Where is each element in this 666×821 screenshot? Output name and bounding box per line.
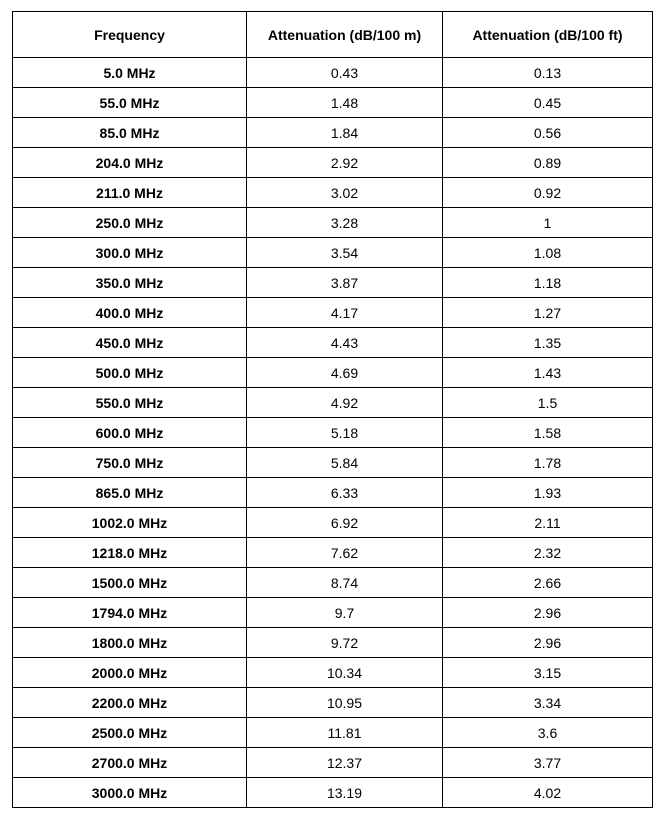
table-row bbox=[13, 298, 653, 328]
attenuation-100m-cell: 7.62 bbox=[247, 538, 443, 568]
frequency-cell: 1002.0 MHz bbox=[13, 508, 247, 538]
table-row bbox=[13, 118, 653, 148]
attenuation-100m-cell: 11.81 bbox=[247, 718, 443, 748]
attenuation-100ft-cell: 0.45 bbox=[443, 88, 653, 118]
attenuation-100m-cell: 0.43 bbox=[247, 58, 443, 88]
table-row bbox=[13, 718, 653, 748]
table-row bbox=[13, 208, 653, 238]
table-row bbox=[13, 328, 653, 358]
attenuation-100m-cell: 1.84 bbox=[247, 118, 443, 148]
attenuation-100ft-cell: 2.32 bbox=[443, 538, 653, 568]
table-row bbox=[13, 598, 653, 628]
frequency-cell: 500.0 MHz bbox=[13, 358, 247, 388]
header-row bbox=[13, 12, 653, 58]
attenuation-100ft-cell: 1.08 bbox=[443, 238, 653, 268]
attenuation-100m-cell: 4.92 bbox=[247, 388, 443, 418]
table-body bbox=[13, 58, 653, 808]
attenuation-100ft-cell: 4.02 bbox=[443, 778, 653, 808]
frequency-cell: 2200.0 MHz bbox=[13, 688, 247, 718]
attenuation-100m-cell: 9.72 bbox=[247, 628, 443, 658]
attenuation-100ft-cell: 3.6 bbox=[443, 718, 653, 748]
attenuation-100m-cell: 4.43 bbox=[247, 328, 443, 358]
attenuation-100m-cell: 12.37 bbox=[247, 748, 443, 778]
table-row bbox=[13, 268, 653, 298]
table-row bbox=[13, 388, 653, 418]
frequency-cell: 450.0 MHz bbox=[13, 328, 247, 358]
table-row bbox=[13, 658, 653, 688]
attenuation-100ft-cell: 1 bbox=[443, 208, 653, 238]
table-row bbox=[13, 568, 653, 598]
table-row bbox=[13, 178, 653, 208]
attenuation-100ft-cell: 1.35 bbox=[443, 328, 653, 358]
attenuation-100ft-cell: 3.15 bbox=[443, 658, 653, 688]
attenuation-100ft-cell: 2.96 bbox=[443, 598, 653, 628]
frequency-cell: 750.0 MHz bbox=[13, 448, 247, 478]
attenuation-100ft-cell: 3.34 bbox=[443, 688, 653, 718]
frequency-cell: 3000.0 MHz bbox=[13, 778, 247, 808]
table-row bbox=[13, 748, 653, 778]
frequency-cell: 300.0 MHz bbox=[13, 238, 247, 268]
attenuation-100m-cell: 6.92 bbox=[247, 508, 443, 538]
attenuation-100ft-cell: 1.18 bbox=[443, 268, 653, 298]
attenuation-100ft-cell: 1.58 bbox=[443, 418, 653, 448]
header-frequency: Frequency bbox=[13, 12, 247, 58]
attenuation-100ft-cell: 1.93 bbox=[443, 478, 653, 508]
header-attenuation-per-100m: Attenuation (dB/100 m) bbox=[247, 12, 443, 58]
frequency-cell: 211.0 MHz bbox=[13, 178, 247, 208]
attenuation-100ft-cell: 1.78 bbox=[443, 448, 653, 478]
attenuation-100m-cell: 3.02 bbox=[247, 178, 443, 208]
frequency-cell: 400.0 MHz bbox=[13, 298, 247, 328]
attenuation-100ft-cell: 3.77 bbox=[443, 748, 653, 778]
frequency-cell: 865.0 MHz bbox=[13, 478, 247, 508]
attenuation-100m-cell: 3.87 bbox=[247, 268, 443, 298]
frequency-cell: 2700.0 MHz bbox=[13, 748, 247, 778]
table-row bbox=[13, 148, 653, 178]
attenuation-100ft-cell: 1.27 bbox=[443, 298, 653, 328]
frequency-cell: 2000.0 MHz bbox=[13, 658, 247, 688]
frequency-cell: 204.0 MHz bbox=[13, 148, 247, 178]
attenuation-100m-cell: 6.33 bbox=[247, 478, 443, 508]
attenuation-100ft-cell: 0.92 bbox=[443, 178, 653, 208]
frequency-cell: 250.0 MHz bbox=[13, 208, 247, 238]
table-header bbox=[13, 12, 653, 58]
table-row bbox=[13, 418, 653, 448]
attenuation-table bbox=[12, 11, 653, 808]
attenuation-100ft-cell: 1.43 bbox=[443, 358, 653, 388]
table-row bbox=[13, 58, 653, 88]
table-row bbox=[13, 478, 653, 508]
attenuation-table-container bbox=[12, 11, 653, 808]
attenuation-100m-cell: 13.19 bbox=[247, 778, 443, 808]
table-row bbox=[13, 628, 653, 658]
table-row bbox=[13, 778, 653, 808]
frequency-cell: 600.0 MHz bbox=[13, 418, 247, 448]
table-row bbox=[13, 538, 653, 568]
frequency-cell: 2500.0 MHz bbox=[13, 718, 247, 748]
frequency-cell: 85.0 MHz bbox=[13, 118, 247, 148]
attenuation-100m-cell: 3.54 bbox=[247, 238, 443, 268]
frequency-cell: 1800.0 MHz bbox=[13, 628, 247, 658]
frequency-cell: 1500.0 MHz bbox=[13, 568, 247, 598]
attenuation-100ft-cell: 2.96 bbox=[443, 628, 653, 658]
attenuation-100ft-cell: 1.5 bbox=[443, 388, 653, 418]
attenuation-100m-cell: 4.17 bbox=[247, 298, 443, 328]
attenuation-100m-cell: 5.84 bbox=[247, 448, 443, 478]
frequency-cell: 55.0 MHz bbox=[13, 88, 247, 118]
attenuation-100m-cell: 10.95 bbox=[247, 688, 443, 718]
attenuation-100ft-cell: 2.11 bbox=[443, 508, 653, 538]
table-row bbox=[13, 238, 653, 268]
attenuation-100m-cell: 2.92 bbox=[247, 148, 443, 178]
frequency-cell: 550.0 MHz bbox=[13, 388, 247, 418]
frequency-cell: 350.0 MHz bbox=[13, 268, 247, 298]
table-row bbox=[13, 688, 653, 718]
attenuation-100m-cell: 3.28 bbox=[247, 208, 443, 238]
frequency-cell: 5.0 MHz bbox=[13, 58, 247, 88]
attenuation-100m-cell: 10.34 bbox=[247, 658, 443, 688]
attenuation-100m-cell: 8.74 bbox=[247, 568, 443, 598]
header-attenuation-per-100ft: Attenuation (dB/100 ft) bbox=[443, 12, 653, 58]
frequency-cell: 1794.0 MHz bbox=[13, 598, 247, 628]
attenuation-100m-cell: 1.48 bbox=[247, 88, 443, 118]
table-row bbox=[13, 358, 653, 388]
attenuation-100m-cell: 4.69 bbox=[247, 358, 443, 388]
table-row bbox=[13, 448, 653, 478]
attenuation-100m-cell: 5.18 bbox=[247, 418, 443, 448]
attenuation-100ft-cell: 2.66 bbox=[443, 568, 653, 598]
attenuation-100m-cell: 9.7 bbox=[247, 598, 443, 628]
attenuation-100ft-cell: 0.56 bbox=[443, 118, 653, 148]
table-row bbox=[13, 88, 653, 118]
attenuation-100ft-cell: 0.89 bbox=[443, 148, 653, 178]
attenuation-100ft-cell: 0.13 bbox=[443, 58, 653, 88]
frequency-cell: 1218.0 MHz bbox=[13, 538, 247, 568]
table-row bbox=[13, 508, 653, 538]
